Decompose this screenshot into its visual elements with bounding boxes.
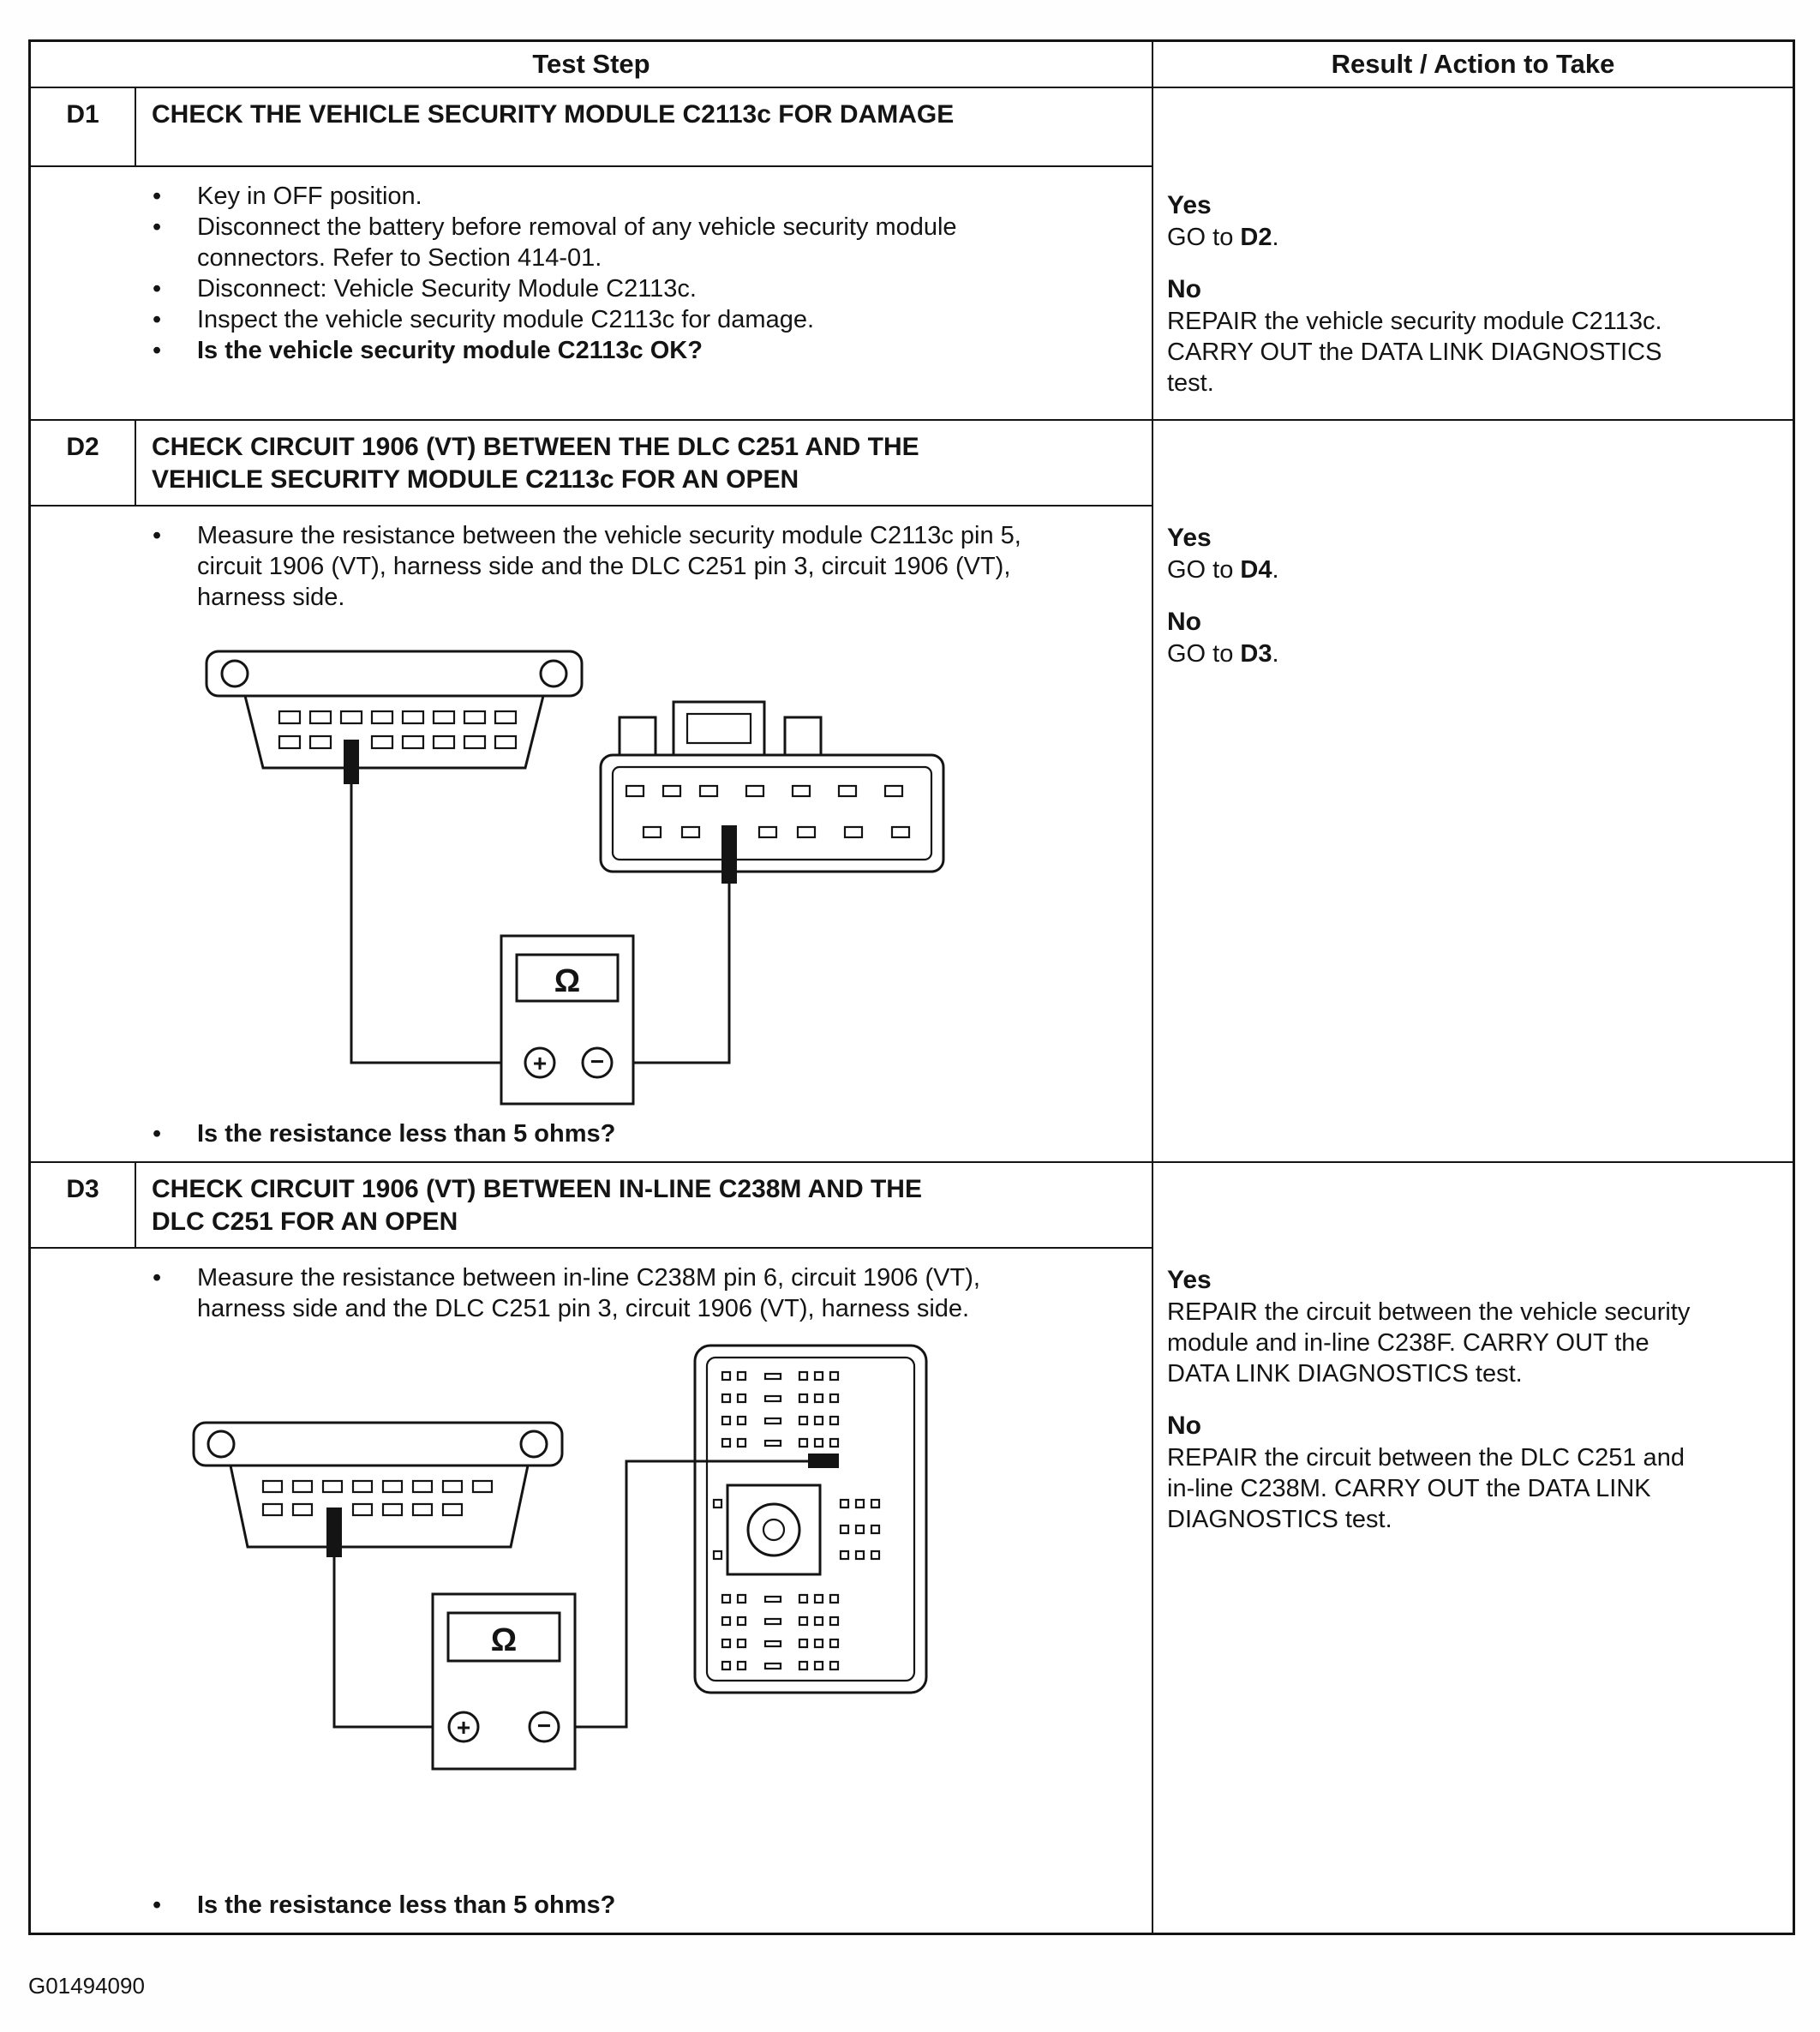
result-header-cell — [1153, 42, 1793, 87]
list-item-question — [153, 335, 1131, 366]
ohmmeter-drawing — [501, 936, 633, 1104]
test-lead-wire-positive — [351, 782, 525, 1063]
step-id: D2 — [31, 421, 136, 505]
ohms-symbol: Ω — [554, 963, 581, 999]
action-ref: D2 — [1240, 224, 1272, 251]
plus-symbol: + — [532, 1050, 548, 1076]
step-title-cell — [136, 88, 1152, 165]
no-label: No — [1167, 1412, 1201, 1440]
step-d3-body — [31, 1249, 1152, 1933]
list-item — [153, 181, 1131, 212]
bullet-marker: • — [153, 183, 162, 210]
yes-action — [1167, 554, 1703, 585]
yes-label: Yes — [1167, 191, 1212, 219]
test-probe — [326, 1508, 342, 1557]
action-ref: D4 — [1240, 556, 1272, 584]
step-d1 — [31, 88, 1793, 419]
bullet-marker: • — [153, 1264, 162, 1292]
list-item-question — [153, 1890, 1131, 1921]
action-text: GO to — [1167, 640, 1241, 668]
bullet-marker: • — [153, 1891, 162, 1919]
d3-wiring-diagram — [181, 1341, 952, 1890]
connector-tab — [785, 717, 821, 755]
yes-action — [1167, 1297, 1703, 1389]
test-step-header-cell — [31, 42, 1153, 87]
no-action — [1167, 638, 1703, 669]
test-step-header: Test Step — [532, 49, 650, 79]
action-text: REPAIR the vehicle security module C2113c. CARRY OUT the DATA LINK DIAGNOSTICS test. — [1167, 308, 1662, 397]
no-action — [1167, 306, 1703, 399]
table-header-row — [31, 42, 1793, 88]
action-text: REPAIR the circuit between the vehicle security module and in-line C238F. CARRY OUT the DATA LINK DIAGNOSTICS test. — [1167, 1298, 1691, 1388]
action-text: . — [1272, 640, 1279, 668]
step-id: D3 — [31, 1163, 136, 1247]
no-action — [1167, 1442, 1703, 1535]
step-d2-title-row — [31, 421, 1152, 507]
bullet-marker: • — [153, 306, 162, 333]
list-item-question — [153, 1118, 1131, 1149]
dlc-connector-drawing — [207, 651, 582, 784]
bullet-marker: • — [153, 213, 162, 241]
list-item — [153, 273, 1131, 304]
bullet-marker: • — [153, 275, 162, 303]
no-label: No — [1167, 275, 1201, 303]
bullet-text: Inspect the vehicle security module C2113c for damage. — [197, 306, 815, 333]
ohms-symbol: Ω — [490, 1622, 518, 1658]
action-text: REPAIR the circuit between the DLC C251 and in-line C238M. CARRY OUT the DATA LINK DIAGNOSTICS test. — [1167, 1444, 1685, 1533]
step-d2-result — [1153, 421, 1793, 1161]
bullet-text: Measure the resistance between in-line C238M pin 6, circuit 1906 (VT), harness side and the DLC C251 pin 3, circuit 1906 (VT), harness side. — [197, 1264, 980, 1322]
step-id: D1 — [31, 88, 136, 165]
step-title-cell — [136, 421, 1152, 505]
step-d1-result — [1153, 88, 1793, 419]
question-text: Is the resistance less than 5 ohms? — [197, 1120, 616, 1148]
result-action-header: Result / Action to Take — [1331, 49, 1615, 79]
list-item — [153, 520, 1131, 613]
dlc-connector-drawing — [194, 1423, 562, 1557]
question-text: Is the resistance less than 5 ohms? — [197, 1891, 616, 1919]
step-d2-left — [31, 421, 1153, 1161]
minus-symbol: − — [536, 1712, 552, 1739]
no-label: No — [1167, 608, 1201, 636]
test-probe — [721, 825, 737, 884]
step-d3-left — [31, 1163, 1153, 1933]
step-title: CHECK THE VEHICLE SECURITY MODULE C2113c FOR DAMAGE — [152, 100, 955, 129]
step-d1-body — [31, 167, 1152, 419]
bullet-marker: • — [153, 1120, 162, 1148]
list-item — [153, 212, 1131, 273]
step-d1-title-row — [31, 88, 1152, 167]
action-text: GO to — [1167, 224, 1241, 251]
step-title-cell — [136, 1163, 1152, 1247]
connector-tab — [620, 717, 656, 755]
step-d1-left — [31, 88, 1153, 419]
security-module-connector-drawing — [601, 702, 943, 884]
ohmmeter-drawing — [433, 1594, 575, 1769]
bullet-text: Key in OFF position. — [197, 183, 422, 210]
yes-action — [1167, 222, 1703, 253]
list-item — [153, 304, 1131, 335]
test-probe — [344, 740, 359, 784]
list-item — [153, 1262, 1131, 1324]
figure-code: G01494090 — [28, 1973, 145, 1999]
step-d3 — [31, 1161, 1793, 1933]
bullet-text: Disconnect: Vehicle Security Module C2113c. — [197, 275, 697, 303]
step-d2 — [31, 419, 1793, 1161]
step-d2-body — [31, 507, 1152, 1161]
bullet-text: Measure the resistance between the vehicle security module C2113c pin 5, circuit 1906 (VT), harness side and the DLC C251 pin 3, circuit 1906 (VT), harness side. — [197, 522, 1021, 611]
inline-connector-drawing — [695, 1346, 926, 1693]
action-text: GO to — [1167, 556, 1241, 584]
minus-symbol: − — [590, 1048, 605, 1075]
step-title: CHECK CIRCUIT 1906 (VT) BETWEEN IN-LINE C238M AND THE DLC C251 FOR AN OPEN — [152, 1175, 922, 1236]
test-probe — [808, 1454, 839, 1468]
d2-wiring-diagram — [194, 638, 965, 1118]
yes-label: Yes — [1167, 1266, 1212, 1294]
pinpoint-test-table — [28, 39, 1795, 1935]
action-text: . — [1272, 224, 1279, 251]
bullet-text: Disconnect the battery before removal of any vehicle security module connectors. Refer to Section 414-01. — [197, 213, 957, 272]
action-ref: D3 — [1240, 640, 1272, 668]
bullet-marker: • — [153, 522, 162, 549]
step-title: CHECK CIRCUIT 1906 (VT) BETWEEN THE DLC C251 AND THE VEHICLE SECURITY MODULE C2113c FOR AN OPEN — [152, 433, 919, 494]
question-text: Is the vehicle security module C2113c OK? — [197, 337, 703, 364]
step-d3-title-row — [31, 1163, 1152, 1249]
plus-symbol: + — [456, 1714, 471, 1741]
yes-label: Yes — [1167, 524, 1212, 552]
bullet-marker: • — [153, 337, 162, 364]
action-text: . — [1272, 556, 1279, 584]
step-d3-result — [1153, 1163, 1793, 1933]
